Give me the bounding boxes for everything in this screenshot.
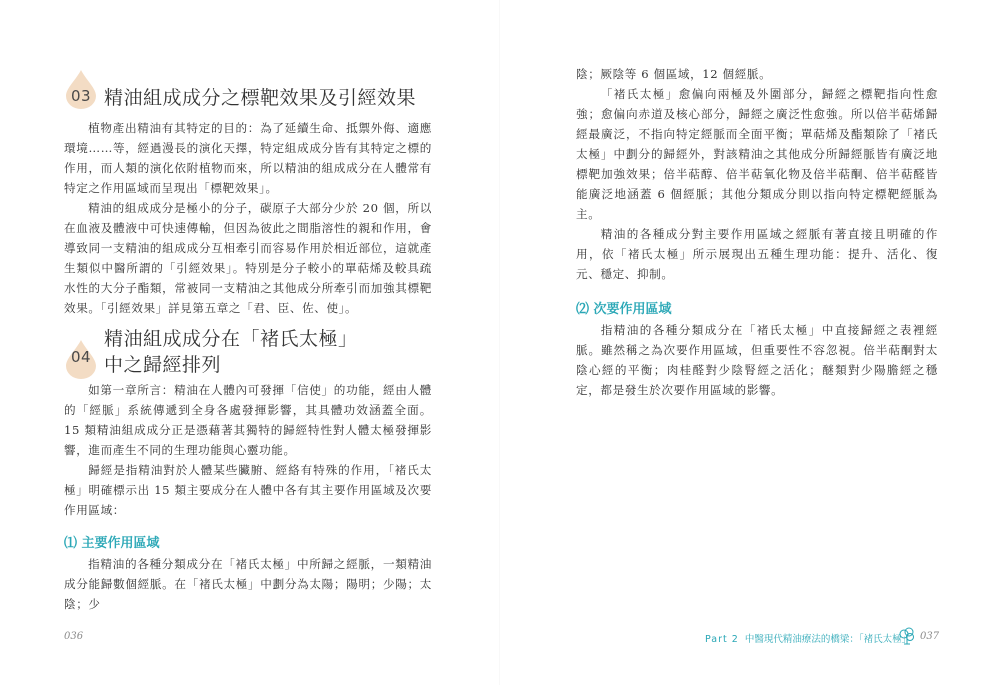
running-head <box>705 631 911 645</box>
paragraph: 植物產出精油有其特定的目的：為了延續生命、抵禦外侮、適應環境……等，經過漫長的演化天擇，特定組成成分皆有其特定之標的作用，而人類的演化依附植物而來，所以精油的組成成分在人體常有特定之作用區域而呈現出「標靶效果」。 <box>64 121 432 195</box>
running-head-part: Part 2 <box>705 634 739 645</box>
section-number: 03 <box>70 87 92 105</box>
paragraph: 「褚氏太極」愈偏向兩極及外圍部分，歸經之標靶指向性愈強；愈偏向赤道及核心部分，歸經之廣泛性愈強。所以倍半萜烯歸經最廣泛，不指向特定經脈而全面平衡；單萜烯及酯類除了「褚氏太極」中劃分的歸經外，對該精油之其他成分所歸經脈皆有廣泛地標靶加強效果；倍半萜醇、倍半萜氧化物及倍半萜酮、倍半萜醛皆能廣泛地涵蓋 6 個經脈；其他分類成分則以指向特定標靶經脈為主。 <box>576 87 938 221</box>
paragraph: 指精油的各種分類成分在「褚氏太極」中所歸之經脈，一類精油成分能歸數個經脈。在「褚氏太極」中劃分為太陽；陽明；少陽；太陰；少 <box>64 557 432 611</box>
paragraph: 指精油的各種分類成分在「褚氏太極」中直接歸經之表裡經脈。雖然稱之為次要作用區域，但重要性不容忽視。倍半萜酮對太陰心經的平衡；肉桂醛對少陰腎經之活化；醚類對少陽膽經之穩定，都是發生於次要作用區域的影響。 <box>576 323 938 397</box>
paragraph: 精油的組成成分是極小的分子，碳原子大部分少於 20 個，所以在血液及體液中可快速傳輸，但因為彼此之間脂溶性的親和作用，會導致同一支精油的組成成分互相牽引而容易作用於相近部位，這就產生類似中醫所謂的「引經效果」。特別是分子較小的單萜烯及較具疏水性的大分子酯類，常被同一支精油之其他成分所牽引而加強其標靶效果。「引經效果」詳見第五章之「君、臣、佐、使」。 <box>64 201 432 315</box>
page-number-right: 037 <box>920 631 940 642</box>
right-body-top <box>576 64 938 400</box>
paragraph: 精油的各種成分對主要作用區域之經脈有著直接且明確的作用，依「褚氏太極」所示展現出五種生理功能：提升、活化、復元、穩定、抑制。 <box>576 227 938 281</box>
section-3-heading <box>64 66 444 116</box>
section-4-heading <box>64 324 444 384</box>
paragraph: 歸經是指精油對於人體某些臟腑、經絡有特殊的作用，「褚氏太極」明確標示出 15 類主要成分在人體中各有其主要作用區域及次要作用區域： <box>64 463 432 517</box>
section-4-body <box>64 380 432 614</box>
section-title-line-1: 精油組成成分在「褚氏太極」 <box>104 328 358 350</box>
section-number: 04 <box>70 348 92 366</box>
tree-icon <box>898 627 916 649</box>
subsection-secondary-heading: ⑵ 次要作用區域 <box>576 302 672 317</box>
page-number-left: 036 <box>64 631 84 642</box>
section-title-line-2: 中之歸經排列 <box>104 354 222 376</box>
paragraph: 陰；厥陰等 6 個區域，12 個經脈。 <box>576 67 772 81</box>
right-page <box>500 0 1000 685</box>
running-head-title: 中醫現代精油療法的橋梁：「褚氏太極」 <box>744 634 912 645</box>
section-3-body <box>64 118 432 318</box>
paragraph: 如第一章所言：精油在人體內可發揮「信使」的功能，經由人體的「經脈」系統傳遞到全身各處發揮影響，其具體功效涵蓋全面。15 類精油組成成分正是憑藉著其獨特的歸經特性對人體太極發揮影響，進而產生不同的生理功能與心靈功能。 <box>64 383 432 457</box>
subsection-primary-heading: ⑴ 主要作用區域 <box>64 536 160 551</box>
section-title: 精油組成成分之標靶效果及引經效果 <box>104 87 417 109</box>
